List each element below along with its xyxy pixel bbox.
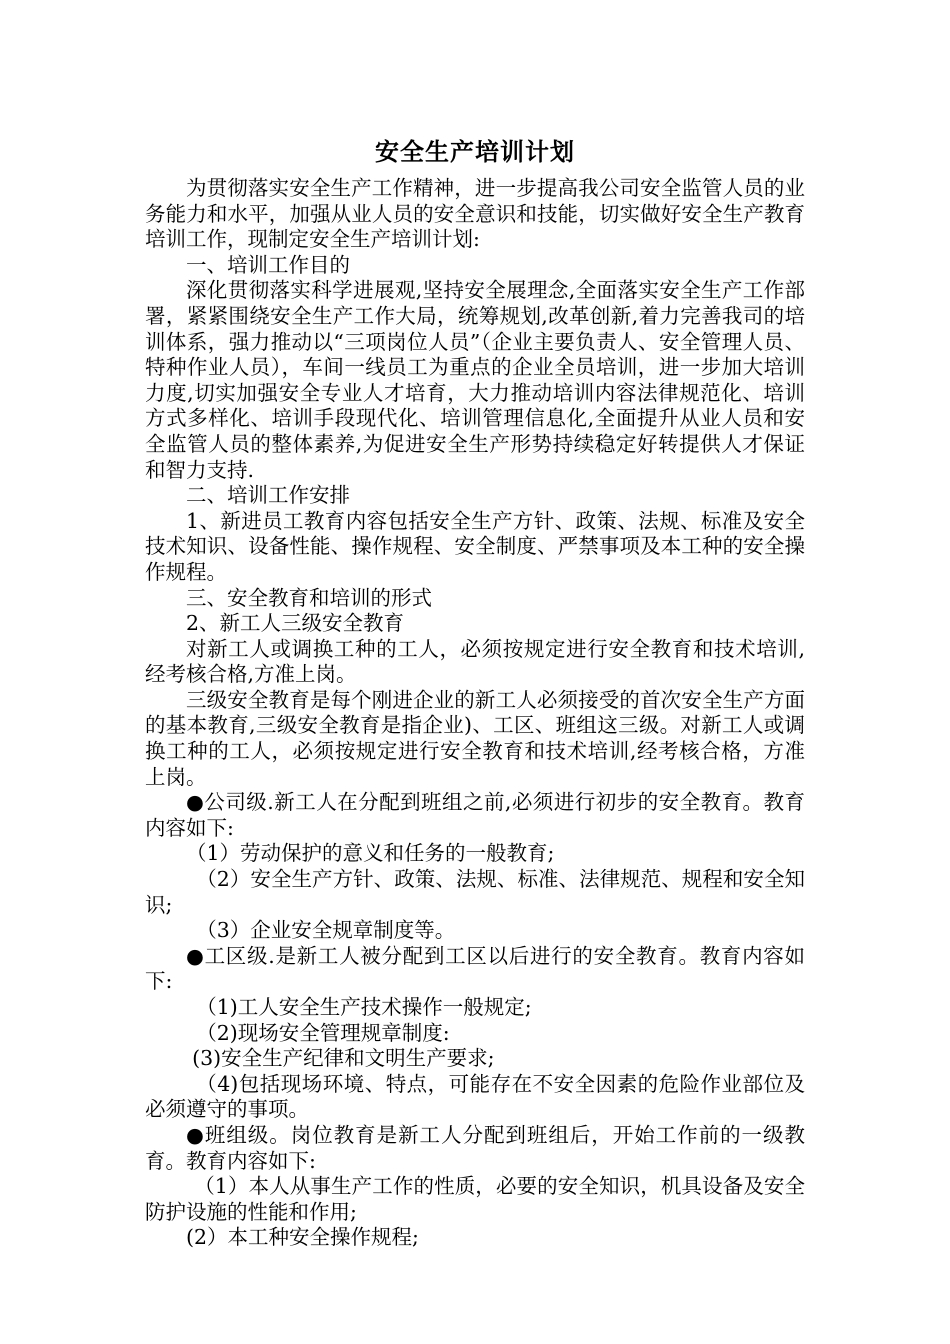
- new-worker-training-paragraph: 对新工人或调换工种的工人，必须按规定进行安全教育和技术培训,经考核合格,方准上岗。: [145, 636, 805, 687]
- company-level-item-2: （2）安全生产方针、政策、法规、标准、法律规范、规程和安全知识;: [145, 867, 805, 917]
- work-area-level-paragraph: ●工区级.是新工人被分配到工区以后进行的安全教育。教育内容如下:: [145, 943, 805, 994]
- work-area-level-item-2: （2)现场安全管理规章制度:: [196, 1020, 450, 1045]
- section-heading-2: 二、培训工作安排: [186, 483, 350, 508]
- work-area-level-item-1: （1)工人安全生产技术操作一般规定;: [196, 995, 532, 1019]
- new-employee-education-paragraph: 1、新进员工教育内容包括安全生产方针、政策、法规、标准及安全技术知识、设备性能、操作规程、安全制度、严禁事项及本工种的安全操作规程。: [145, 508, 805, 584]
- objective-paragraph: 深化贯彻落实科学进展观,坚持安全展理念,全面落实安全生产工作部署，紧紧围绕安全生产工作大局，统筹规划,改革创新,着力完善我司的培训体系，强力推动以“三项岗位人员”（企业主要负责人、安全管理人员、特种作业人员），车间一线员工为重点的企业全员培训，进一步加大培训力度,切实加强安全专业人才培育，大力推动培训内容法律规范化、培训方式多样化、培训手段现代化、培训管理信息化,全面提升从业人员和安全监管人员的整体素养,为促进安全生产形势持续稳定好转提供人才保证和智力支持.: [145, 278, 805, 482]
- intro-paragraph: 为贯彻落实安全生产工作精神，进一步提高我公司安全监管人员的业务能力和水平，加强从业人员的安全意识和技能，切实做好安全生产教育培训工作，现制定安全生产培训计划:: [145, 176, 805, 252]
- team-level-paragraph: ●班组级。岗位教育是新工人分配到班组后，开始工作前的一级教育。教育内容如下:: [145, 1122, 805, 1173]
- company-level-item-1: （1）劳动保护的意义和任务的一般教育;: [186, 841, 555, 866]
- company-level-item-3: （3）企业安全规章制度等。: [196, 918, 456, 943]
- work-area-level-item-3: (3)安全生产纪律和文明生产要求;: [192, 1046, 495, 1071]
- work-area-level-item-4: （4)包括现场环境、特点，可能存在不安全因素的危险作业部位及必须遵守的事项。: [145, 1071, 805, 1122]
- team-level-item-2: (2）本工种安全操作规程;: [186, 1225, 419, 1250]
- three-level-definition-paragraph: 三级安全教育是每个刚进企业的新工人必须接受的首次安全生产方面的基本教育,三级安全教育是指企业)、工区、班组这三级。对新工人或调换工种的工人，必须按规定进行安全教育和技术培训,经考核合格，方准上岗。: [145, 687, 805, 789]
- document-title: 安全生产培训计划: [375, 137, 575, 166]
- team-level-item-1: （1）本人从事生产工作的性质，必要的安全知识，机具设备及安全防护设施的性能和作用;: [145, 1174, 805, 1224]
- section-heading-1: 一、培训工作目的: [186, 252, 350, 277]
- three-level-education-heading: 2、新工人三级安全教育: [186, 611, 405, 636]
- document-page: [145, 128, 805, 1251]
- company-level-paragraph: ●公司级.新工人在分配到班组之前,必须进行初步的安全教育。教育内容如下:: [145, 790, 805, 840]
- section-heading-3: 三、安全教育和培训的形式: [186, 585, 432, 610]
